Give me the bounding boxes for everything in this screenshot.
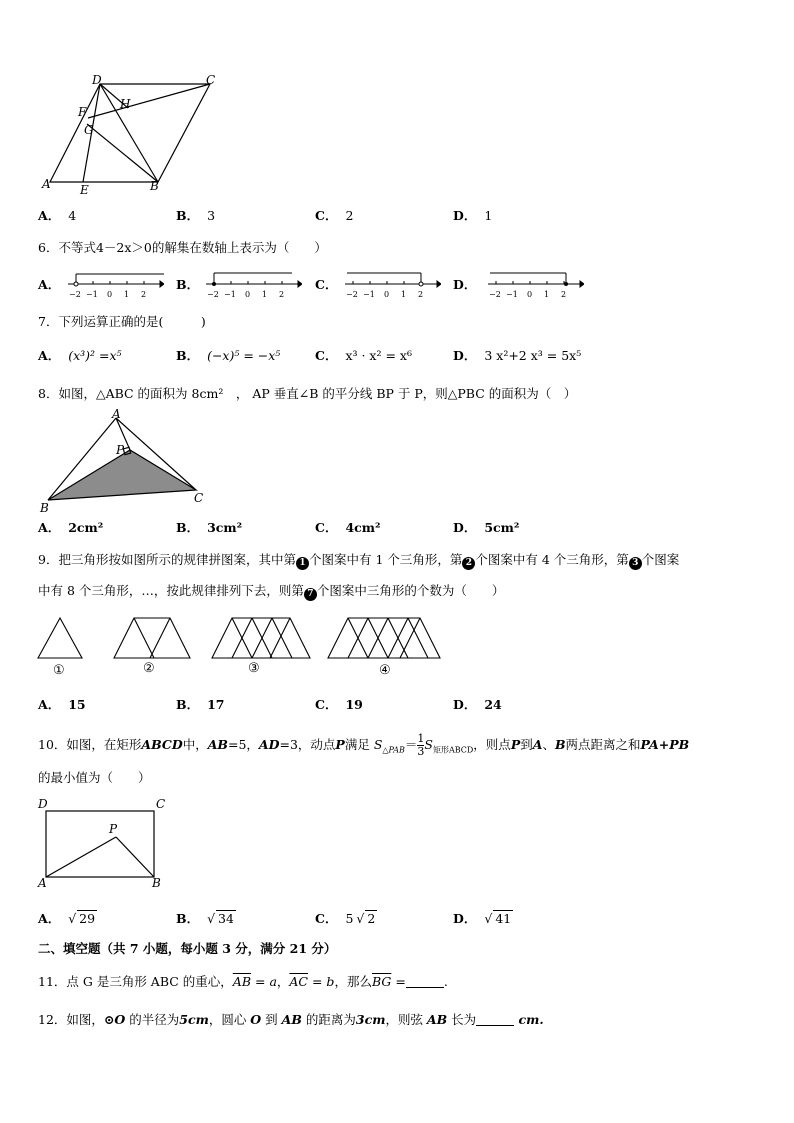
q10-label-d: D <box>38 797 48 811</box>
q7-option-a[interactable]: A． (x³)² =x⁵ <box>38 348 122 363</box>
q7-stem: 7．下列运算正确的是( ) <box>38 314 206 329</box>
q6c-tick-0: −2 <box>346 290 358 299</box>
vector-ab: $\overline{AB}$ <box>232 974 252 989</box>
vector-bg: $\overline{BG}$ <box>371 974 392 989</box>
q5-label-f: F <box>78 105 87 119</box>
q12-stem: 12．如图，⊙O 的半径为5cm，圆心 O 到 AB 的距离为3cm，则弦 AB 长为 cm. <box>38 1012 544 1027</box>
circled-2: 2 <box>462 557 475 570</box>
q6a-tick-0: −2 <box>69 290 81 299</box>
q5-label-h: H <box>120 97 131 111</box>
q6-numberline-c <box>343 268 441 300</box>
q7-option-d[interactable]: D． 3 x²+2 x³ = 5x⁵ <box>453 348 582 363</box>
q8-option-d[interactable]: D． 5cm² <box>453 520 520 535</box>
q6-stem: 6．不等式4－2x＞0的解集在数轴上表示为（ ） <box>38 240 327 255</box>
q6d-tick-2: 0 <box>527 290 533 299</box>
q6c-tick-1: −1 <box>363 290 375 299</box>
q7-option-c[interactable]: C． x³ · x² = x⁶ <box>315 348 412 363</box>
q6d-tick-3: 1 <box>544 290 550 299</box>
q12-answer-blank[interactable] <box>476 1013 514 1026</box>
q5-label-e: E <box>80 183 89 197</box>
q5-option-c[interactable]: C． 2 <box>315 208 354 223</box>
q6b-tick-1: −1 <box>224 290 236 299</box>
q9-figure <box>36 612 446 682</box>
q10-figure <box>36 795 176 895</box>
q9-stem-line2: 中有 8 个三角形，…，按此规律排列下去，则第 7 个图案中三角形的个数为（ ） <box>38 583 505 599</box>
q10-label-b: B <box>152 876 161 890</box>
q6c-tick-2: 0 <box>384 290 390 299</box>
q9-label-1: ① <box>53 663 65 678</box>
q5-figure <box>38 72 228 197</box>
q9-label-2: ② <box>143 661 155 676</box>
q6-option-a[interactable]: A． <box>38 277 61 292</box>
q6a-tick-2: 0 <box>107 290 113 299</box>
q10-label-p: P <box>109 822 118 836</box>
q6-option-b[interactable]: B． <box>176 277 200 292</box>
q10-option-d[interactable]: D． √ 41 <box>453 911 512 926</box>
q8-option-b[interactable]: B． 3cm² <box>176 520 243 535</box>
q8-label-p: P <box>116 443 125 457</box>
q6-numberline-d <box>486 268 584 300</box>
q8-label-a: A <box>112 408 121 421</box>
q6b-tick-0: −2 <box>207 290 219 299</box>
q6c-tick-3: 1 <box>401 290 407 299</box>
q6-numberline-a <box>66 270 164 302</box>
q10-label-c: C <box>156 797 166 811</box>
q6b-tick-2: 0 <box>245 290 251 299</box>
q11-answer-blank[interactable] <box>406 975 444 988</box>
circled-7: 7 <box>304 588 317 601</box>
q5-label-d: D <box>92 73 102 87</box>
q5-label-b: B <box>150 179 159 193</box>
q6-numberline-b <box>204 268 302 300</box>
q6b-tick-3: 1 <box>262 290 268 299</box>
q6c-tick-4: 2 <box>418 290 424 299</box>
q5-label-g: G <box>84 123 94 137</box>
q6d-tick-1: −1 <box>506 290 518 299</box>
q8-label-c: C <box>194 491 204 505</box>
q5-option-a[interactable]: A． 4 <box>38 208 77 223</box>
q10-option-c[interactable]: C． 5 √ 2 <box>315 911 376 926</box>
q6a-tick-3: 1 <box>124 290 130 299</box>
q6b-tick-4: 2 <box>279 290 285 299</box>
q10-stem-line1: 10．如图，在矩形ABCD中，AB=5，AD=3，动点P满足 $S_{\triangle PAB}=$ $\frac{1}{3}$ $S_{矩形ABCD}$，则点P到A、B两点距离之和PA+PB <box>38 732 690 758</box>
q11-stem: 11．点 G 是三角形 ABC 的重心，$\overline{AB} = a$，$\overline{AC} = b$，那么$\overline{BG}$ = . <box>38 974 448 989</box>
q5-option-d[interactable]: D． 1 <box>453 208 493 223</box>
q8-label-b: B <box>40 501 49 515</box>
q5-label-a: A <box>42 177 51 191</box>
q9-option-b[interactable]: B． 17 <box>176 697 225 712</box>
q9-option-a[interactable]: A． 15 <box>38 697 86 712</box>
q9-option-d[interactable]: D． 24 <box>453 697 502 712</box>
q8-option-c[interactable]: C． 4cm² <box>315 520 381 535</box>
q5-label-c: C <box>206 73 216 87</box>
q8-stem: 8．如图，△ABC 的面积为 8cm² ， AP 垂直∠B 的平分线 BP 于 P，则△PBC 的面积为（ ） <box>38 386 577 401</box>
q9-label-4: ④ <box>379 663 391 678</box>
section2-heading: 二、填空题（共 7 小题，每小题 3 分，满分 21 分） <box>38 941 337 956</box>
q6a-tick-1: −1 <box>86 290 98 299</box>
q10-label-a: A <box>38 876 47 890</box>
q10-stem-line2: 的最小值为（ ） <box>38 770 151 785</box>
q9-option-c[interactable]: C． 19 <box>315 697 363 712</box>
q6a-tick-4: 2 <box>141 290 147 299</box>
vector-ac: $\overline{AC}$ <box>289 974 308 989</box>
circle-symbol: ⊙ <box>103 1012 115 1027</box>
q9-label-3: ③ <box>248 661 260 676</box>
q8-figure <box>38 408 213 516</box>
q6-option-d[interactable]: D． <box>453 277 477 292</box>
q7-option-b[interactable]: B． (−x)⁵ = −x⁵ <box>176 348 281 363</box>
q10-option-b[interactable]: B． √ 34 <box>176 911 234 926</box>
q10-option-a[interactable]: A． √ 29 <box>38 911 96 926</box>
q9-stem-line1: 9．把三角形按如图所示的规律拼图案，其中第 1 个图案中有 1 个三角形，第 2 个图案中有 4 个三角形，第 3 个图案 <box>38 552 680 568</box>
q8-option-a[interactable]: A． 2cm² <box>38 520 104 535</box>
q6d-tick-4: 2 <box>561 290 567 299</box>
q6-option-c[interactable]: C． <box>315 277 338 292</box>
q6d-tick-0: −2 <box>489 290 501 299</box>
circled-3: 3 <box>629 557 642 570</box>
q5-option-b[interactable]: B． 3 <box>176 208 216 223</box>
circled-1: 1 <box>296 557 309 570</box>
